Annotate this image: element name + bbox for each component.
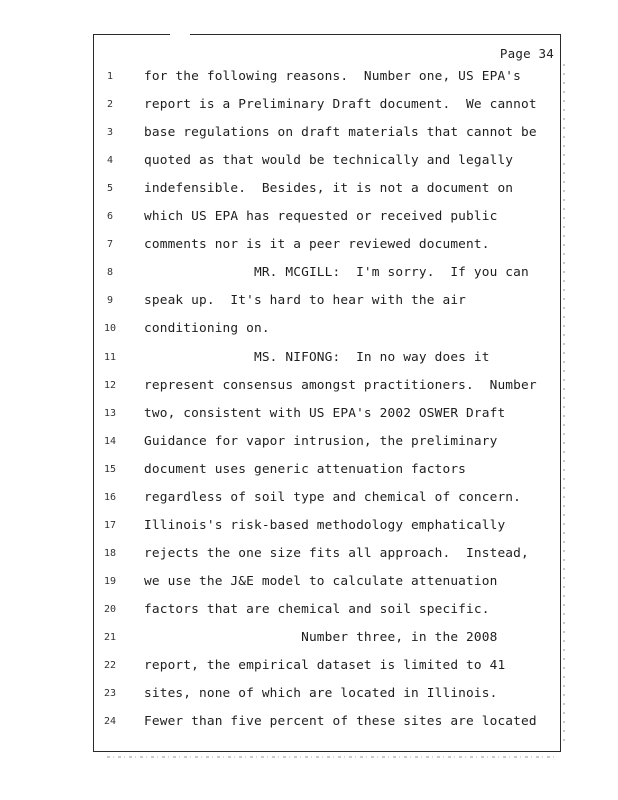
transcript-line (94, 294, 560, 322)
transcript-line (94, 322, 560, 350)
transcript-line (94, 126, 560, 154)
line-text: base regulations on draft materials that cannot be (144, 125, 537, 141)
transcript-line (94, 463, 560, 491)
transcript-line (94, 715, 560, 743)
line-number: 15 (103, 463, 117, 475)
line-text: conditioning on. (144, 321, 270, 337)
line-number: 2 (106, 99, 114, 111)
line-text: report, the empirical dataset is limited to 41 (144, 658, 506, 674)
line-text: sites, none of which are located in Illinois. (144, 686, 498, 702)
line-number: 23 (103, 688, 117, 700)
transcript-line (94, 575, 560, 603)
line-number: 18 (103, 547, 117, 559)
line-number: 22 (103, 660, 117, 672)
line-number: 17 (103, 519, 117, 531)
page-number: Page 34 (499, 46, 554, 61)
line-text: which US EPA has requested or received public (144, 209, 498, 225)
transcript-line (94, 519, 560, 547)
line-text: comments nor is it a peer reviewed document. (144, 237, 490, 253)
transcript-line (94, 351, 560, 379)
line-number: 3 (106, 127, 114, 139)
line-number: 7 (106, 239, 114, 251)
line-text: Number three, in the 2008 (144, 630, 498, 645)
line-text: speak up. It's hard to hear with the air (144, 293, 467, 309)
transcript-line (94, 210, 560, 238)
line-text: indefensible. Besides, it is not a document on (144, 181, 514, 197)
transcript-line (94, 659, 560, 687)
transcript-line (94, 435, 560, 463)
line-number: 20 (103, 603, 117, 615)
transcript-line (94, 182, 560, 210)
line-number: 24 (103, 716, 117, 728)
line-number: 5 (106, 183, 114, 195)
transcript-page (93, 34, 561, 752)
page-top-border-right (190, 34, 561, 35)
footer-scan-artifact (107, 756, 555, 758)
line-number: 12 (103, 379, 117, 391)
line-number: 21 (103, 632, 117, 643)
transcript-line (94, 407, 560, 435)
transcript-line (94, 154, 560, 182)
transcript-line (94, 687, 560, 715)
transcript-line (94, 547, 560, 575)
transcript-line (94, 603, 560, 631)
page-top-border-left (94, 34, 170, 35)
line-text: MS. NIFONG: In no way does it (144, 349, 490, 365)
line-text: represent consensus amongst practitioners. Number (144, 377, 537, 393)
line-text: rejects the one size fits all approach. Instead, (144, 545, 529, 561)
line-text: we use the J&E model to calculate attenuation (144, 573, 498, 589)
transcript-line (94, 98, 560, 126)
line-number: 1 (106, 71, 114, 82)
line-number: 4 (106, 155, 114, 167)
line-number: 19 (103, 575, 117, 587)
line-text: Fewer than five percent of these sites are located (144, 714, 537, 730)
transcript-line (94, 238, 560, 266)
line-text: quoted as that would be technically and legally (144, 153, 514, 169)
line-text: report is a Preliminary Draft document. We cannot (144, 97, 537, 113)
transcript-line (94, 491, 560, 519)
line-text: for the following reasons. Number one, US EPA's (144, 69, 522, 84)
line-number: 10 (103, 323, 117, 335)
margin-tick-marks (563, 64, 565, 744)
line-number: 6 (106, 211, 114, 223)
line-text: regardless of soil type and chemical of concern. (144, 489, 522, 505)
transcript-line (94, 266, 560, 294)
line-number: 16 (103, 491, 117, 503)
line-number: 14 (103, 435, 117, 447)
line-number: 9 (106, 295, 114, 307)
line-text: MR. MCGILL: I'm sorry. If you can (144, 265, 529, 281)
line-text: Guidance for vapor intrusion, the preliminary (144, 433, 498, 449)
line-number: 11 (103, 351, 117, 363)
line-text: factors that are chemical and soil specific. (144, 601, 490, 617)
transcript-line (94, 379, 560, 407)
transcript-line (94, 70, 560, 98)
line-text: document uses generic attenuation factors (144, 461, 467, 477)
line-number: 13 (103, 407, 117, 419)
transcript-line (94, 631, 560, 659)
line-text: Illinois's risk-based methodology emphatically (144, 517, 506, 533)
line-number: 8 (106, 267, 114, 279)
line-text: two, consistent with US EPA's 2002 OSWER Draft (144, 405, 506, 421)
